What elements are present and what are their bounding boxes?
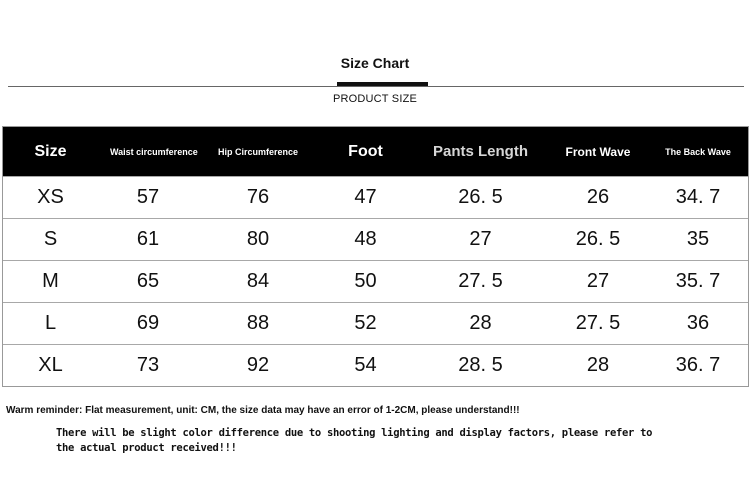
color-difference-note: There will be slight color difference due to shooting lighting and display factors, please refer to the actual product received!!! xyxy=(56,427,653,454)
table-cell: 61 xyxy=(136,228,160,250)
table-row xyxy=(3,218,748,260)
table-cell: 28. 5 xyxy=(458,354,503,376)
table-cell: 65 xyxy=(136,270,160,292)
table-cell: 36 xyxy=(686,312,710,334)
table-cell: 26 xyxy=(586,186,610,208)
table-row xyxy=(3,302,748,344)
table-cell: 36. 7 xyxy=(675,354,721,376)
table-cell: 35 xyxy=(686,228,710,250)
table-cell: 52 xyxy=(354,312,377,334)
table-cell: 27. 5 xyxy=(575,312,621,334)
table-cell: 84 xyxy=(246,270,270,292)
table-cell: 34. 7 xyxy=(675,186,721,208)
table-cell: S xyxy=(43,228,58,250)
table-cell: 88 xyxy=(246,312,270,334)
table-cell: 73 xyxy=(136,354,160,376)
table-cell: 28 xyxy=(586,354,610,376)
table-cell: 92 xyxy=(246,354,270,376)
table-row xyxy=(3,260,748,302)
table-cell: 76 xyxy=(246,186,270,208)
column-header-size: Size xyxy=(34,142,67,160)
table-cell: 57 xyxy=(136,186,160,208)
table-cell: L xyxy=(44,312,57,334)
table-cell: 50 xyxy=(354,270,377,292)
column-header-waist: Waist circumference xyxy=(110,146,198,157)
warm-reminder-note: Warm reminder: Flat measurement, unit: CM, the size data may have an error of 1-2CM, please understand!!! xyxy=(6,405,520,416)
table-row xyxy=(3,176,748,218)
table-cell: 26. 5 xyxy=(575,228,621,250)
column-header-foot: Foot xyxy=(348,142,383,160)
column-header-back-wave: The Back Wave xyxy=(665,146,731,157)
title-underline xyxy=(337,82,428,86)
column-header-pants-length: Pants Length xyxy=(432,143,528,160)
table-cell: 47 xyxy=(354,186,377,208)
column-header-front-wave: Front Wave xyxy=(565,144,631,159)
table-cell: 28 xyxy=(469,312,492,334)
table-cell: 27 xyxy=(586,270,610,292)
size-table xyxy=(2,126,749,387)
table-cell: XL xyxy=(38,354,63,376)
chart-title: Size Chart xyxy=(340,55,410,71)
table-cell: 27. 5 xyxy=(458,270,503,292)
chart-subtitle: PRODUCT SIZE xyxy=(332,93,418,105)
column-header-hip: Hip Circumference xyxy=(217,146,299,157)
table-cell: M xyxy=(42,270,59,292)
table-cell: 54 xyxy=(354,354,377,376)
table-row xyxy=(3,344,748,386)
table-cell: 48 xyxy=(354,228,377,250)
table-cell: 26. 5 xyxy=(458,186,503,208)
table-cell: 27 xyxy=(469,228,492,250)
table-cell: XS xyxy=(37,186,64,208)
table-cell: 35. 7 xyxy=(675,270,721,292)
table-header xyxy=(3,127,748,176)
table-cell: 69 xyxy=(136,312,160,334)
title-divider xyxy=(8,86,744,87)
table-cell: 80 xyxy=(246,228,270,250)
